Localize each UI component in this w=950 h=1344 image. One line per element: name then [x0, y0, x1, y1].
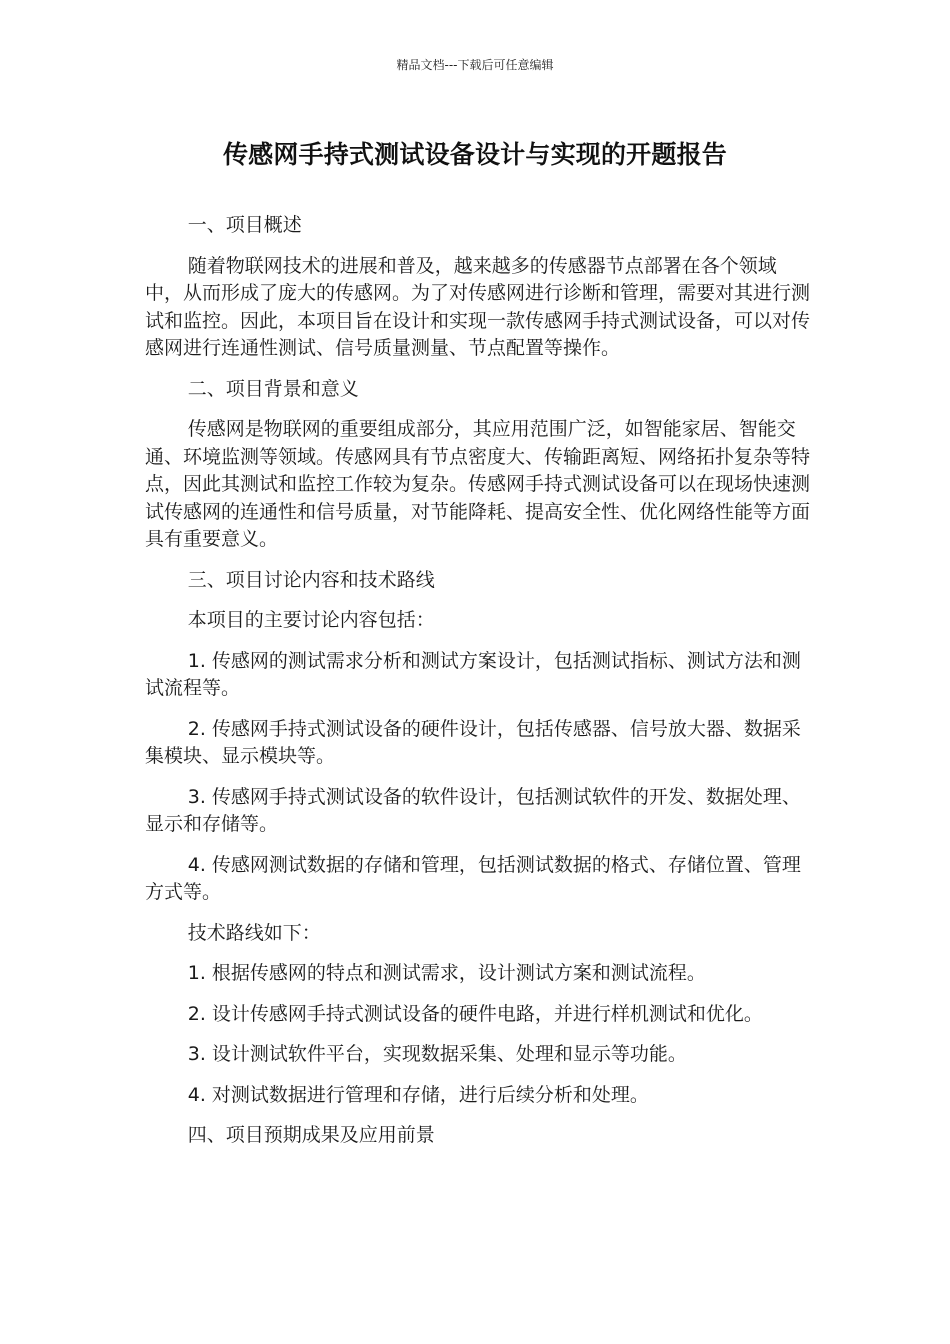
page-header: 精品文档---下载后可任意编辑: [396, 58, 554, 72]
list-item-research-4: 4. 传感网测试数据的存储和管理，包括测试数据的格式、存储位置、管理方式等。: [145, 853, 801, 903]
list-item-route-3: 3. 设计测试软件平台，实现数据采集、处理和显示等功能。: [187, 1043, 687, 1065]
list-item-research-3: 3. 传感网手持式测试设备的软件设计，包括测试软件的开发、数据处理、显示和存储等。: [145, 785, 801, 835]
section-heading-overview: 一、项目概述: [187, 214, 302, 236]
document-body: [145, 212, 813, 1163]
section-heading-research: 三、项目讨论内容和技术路线: [187, 568, 435, 591]
paragraph-background: 传感网是物联网的重要组成部分，其应用范围广泛，如智能家居、智能交通、环境监测等领域。传感网具有节点密度大、传输距离短、网络拓扑复杂等特点，因此其测试和监控工作较为复杂。传感网手持式测试设备可以在现场快速测试传感网的连通性和信号质量，对节能降耗、提高安全性、优化网络性能等方面具有重要意义。: [145, 418, 811, 550]
section-heading-outcomes: 四、项目预期成果及应用前景: [187, 1124, 435, 1146]
list-item-research-2: 2. 传感网手持式测试设备的硬件设计，包括传感器、信号放大器、数据采集模块、显示模块等。: [145, 717, 801, 767]
paragraph-overview: 随着物联网技术的进展和普及，越来越多的传感器节点部署在各个领域中，从而形成了庞大的传感网。为了对传感网进行诊断和管理，需要对其进行测试和监控。因此，本项目旨在设计和实现一款传感网手持式测试设备，可以对传感网进行连通性测试、信号质量测量、节点配置等操作。: [145, 254, 811, 359]
list-item-route-2: 2. 设计传感网手持式测试设备的硬件电路，并进行样机测试和优化。: [187, 1002, 763, 1025]
list-item-research-1: 1. 传感网的测试需求分析和测试方案设计，包括测试指标、测试方法和测试流程等。: [145, 649, 801, 699]
section-heading-background: 二、项目背景和意义: [187, 377, 359, 400]
list-item-route-4: 4. 对测试数据进行管理和存储，进行后续分析和处理。: [187, 1083, 649, 1106]
list-item-route-1: 1. 根据传感网的特点和测试需求，设计测试方案和测试流程。: [187, 962, 706, 984]
paragraph-route-intro: 技术路线如下：: [187, 921, 321, 944]
paragraph-research-intro: 本项目的主要讨论内容包括：: [187, 609, 435, 631]
document-title: 传感网手持式测试设备设计与实现的开题报告: [222, 140, 727, 169]
